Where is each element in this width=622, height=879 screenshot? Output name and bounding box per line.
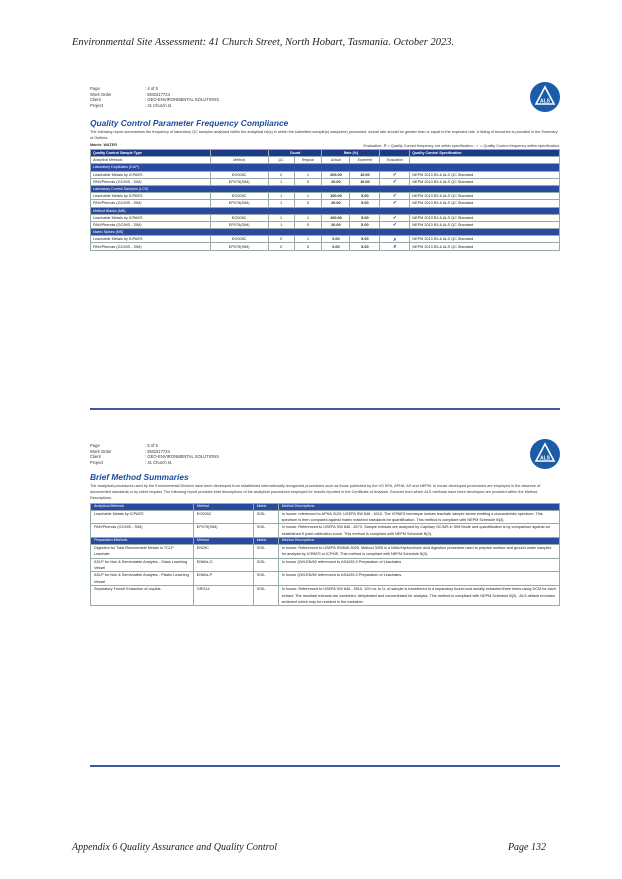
logo-text: ALS (540, 98, 550, 105)
spec-cell: NEPM 2013 B3 & ALS QC Standard (410, 200, 560, 207)
method-header-row (91, 504, 560, 511)
header-sample-type: Quality Control Sample Type (91, 150, 211, 157)
method-cell: EP075(SIM) (210, 178, 268, 185)
analyte-cell: PAH/Phenols (GC/MS - SIM) (91, 200, 211, 207)
qc-data-row (91, 236, 560, 243)
evaluation-mark: ✓ (380, 178, 410, 185)
qc-data-row (91, 200, 560, 207)
qc-data-row (91, 178, 560, 185)
spec-cell: NEPM 2013 B3 & ALS QC Standard (410, 214, 560, 221)
regular-count-cell: 5 (294, 178, 322, 185)
method-description-cell: In house: Referenced to USEPA SW846-3005. Method 3005 is a Nitric/Hydrochloric acid digestion procedure used to prepare surface and ground water samples for analysis by ICPAES or ICPMS. This method is compliant with NEPM Schedule B(3). (278, 544, 559, 558)
spec-cell: NEPM 2013 B3 & ALS QC Standard (410, 236, 560, 243)
method-header-cell: Method Descriptions (278, 504, 559, 511)
table-header-row (91, 150, 560, 157)
method-code-cell: EN25C (193, 544, 253, 558)
method-row (91, 524, 560, 538)
qc-count-cell: 1 (268, 214, 294, 221)
regular-count-cell: 1 (294, 193, 322, 200)
spec-cell: NEPM 2013 B3 & ALS QC Standard (410, 221, 560, 228)
qc-group-name: Laboratory Duplicates (DUP) (91, 164, 560, 171)
subheader-expected: Expected (350, 157, 380, 164)
header-spec: Quality Control Specification (410, 150, 560, 157)
spec-cell: NEPM 2013 B3 & ALS QC Standard (410, 193, 560, 200)
meta-label: Work Order (90, 448, 112, 454)
page-number: Page 132 (507, 842, 546, 853)
method-row (91, 510, 560, 524)
qc-data-row (91, 221, 560, 228)
method-row (91, 544, 560, 558)
matrix-cell: SOIL (253, 558, 278, 572)
meta-row (90, 460, 219, 466)
actual-rate-cell: 20.00 (322, 178, 350, 185)
analyte-cell: PAH/Phenols (GC/MS - SIM) (91, 178, 211, 185)
qc-group-row (91, 164, 560, 171)
qc-count-cell: 1 (268, 200, 294, 207)
qc-group-name: Method Blanks (MB) (91, 207, 560, 214)
spec-cell: NEPM 2013 B3 & ALS QC Standard (410, 178, 560, 185)
meta-label: Project (90, 459, 104, 465)
regular-count-cell: 5 (294, 200, 322, 207)
analyte-cell: Leachable Metals by ICPAES (91, 171, 211, 178)
expected-rate-cell: 10.00 (350, 178, 380, 185)
method-code-cell: EG005C (193, 510, 253, 524)
method-name-cell: Digestion for Total Recoverable Metals in TCLP Leachate (91, 544, 194, 558)
expected-rate-cell: 10.00 (350, 171, 380, 178)
method-name-cell: ASLP for Non & Semivolatile Analytes - Plastic Leaching Vessel (91, 572, 194, 586)
evaluation-mark: ✓ (380, 200, 410, 207)
header-count: Count (268, 150, 322, 157)
meta-label: Client (90, 97, 101, 103)
method-header-cell: Matrix (253, 538, 278, 545)
matrix-cell: SOIL (253, 586, 278, 606)
qc-count-cell: 1 (268, 221, 294, 228)
actual-rate-cell: 100.00 (322, 193, 350, 200)
qc-count-cell: 2 (268, 171, 294, 178)
evaluation-mark: ✓ (380, 221, 410, 228)
meta-value: : GEO-ENVIRONMENTAL SOLUTIONS (145, 454, 219, 460)
subheader-regular: Regular (294, 157, 322, 164)
actual-rate-cell: 0.00 (322, 236, 350, 243)
method-header-cell: Method Descriptions (278, 538, 559, 545)
evaluation-mark: ✓ (380, 214, 410, 221)
method-cell: EP075(SIM) (210, 221, 268, 228)
method-code-cell: EN60a-P (193, 572, 253, 586)
expected-rate-cell: 5.00 (350, 221, 380, 228)
qc-count-cell: 1 (268, 193, 294, 200)
method-name-cell: Leachable Metals by ICPAES (91, 510, 194, 524)
matrix-cell: SOIL (253, 544, 278, 558)
spec-cell: NEPM 2013 B3 & ALS QC Standard (410, 243, 560, 250)
matrix-label: Matrix: WATER (90, 143, 117, 147)
matrix-cell: SOIL (253, 524, 278, 538)
method-row (91, 572, 560, 586)
actual-rate-cell: 100.00 (322, 214, 350, 221)
expected-rate-cell: 5.00 (350, 236, 380, 243)
analyte-cell: Leachable Metals by ICPAES (91, 236, 211, 243)
qc-count-cell: 0 (268, 236, 294, 243)
evaluation-legend: Evaluation: ✗ = Quality Control frequency not within specification ; ✓ = Quality Control frequency within specification. (363, 144, 560, 148)
regular-count-cell: 1 (294, 236, 322, 243)
als-triangle-icon (530, 82, 560, 112)
meta-value: : 41 Church st. (145, 459, 173, 465)
actual-rate-cell: 0.00 (322, 243, 350, 250)
report-title: Quality Control Parameter Frequency Compliance (90, 118, 289, 128)
method-header-cell: Analytical Methods (91, 504, 194, 511)
expected-rate-cell: 5.00 (350, 243, 380, 250)
qc-data-row (91, 214, 560, 221)
method-name-cell: ASLP for Non & Semivolatile Analytes - Glass Leaching Vessel (91, 558, 194, 572)
qc-data-row (91, 243, 560, 250)
regular-count-cell: 1 (294, 214, 322, 221)
subheader-method: Method (210, 157, 268, 164)
als-logo (530, 439, 560, 469)
meta-value: : 41 Church st. (145, 102, 173, 108)
actual-rate-cell: 20.00 (322, 221, 350, 228)
qc-data-row (91, 171, 560, 178)
meta-label: Work Order (90, 91, 112, 97)
matrix-line (90, 143, 560, 148)
method-code-cell: EP075(SIM) (193, 524, 253, 538)
meta-label: Page (90, 443, 100, 448)
meta-value: : 4 of 5 (145, 86, 158, 91)
section-divider (90, 765, 560, 767)
meta-value: : 5 of 5 (145, 443, 158, 448)
actual-rate-cell: 20.00 (322, 200, 350, 207)
qc-group-row (91, 185, 560, 192)
report-title: Brief Method Summaries (90, 472, 189, 482)
section-divider (90, 408, 560, 410)
evaluation-mark: ✓ (380, 193, 410, 200)
expected-rate-cell: 5.00 (350, 193, 380, 200)
matrix-cell: SOIL (253, 572, 278, 586)
analyte-cell: PAH/Phenols (GC/MS - SIM) (91, 243, 211, 250)
subheader-actual: Actual (322, 157, 350, 164)
qc-count-cell: 0 (268, 243, 294, 250)
qc-frequency-table (90, 149, 560, 251)
report-meta (90, 443, 219, 465)
meta-label: Page (90, 86, 100, 91)
method-header-cell: Method (193, 504, 253, 511)
meta-row (90, 103, 219, 109)
method-row (91, 586, 560, 606)
document-footer-title: Appendix 6 Quality Assurance and Quality Control (72, 842, 277, 853)
meta-value: : EM2317724 (145, 448, 170, 454)
method-row (91, 558, 560, 572)
method-code-cell: ORG14 (193, 586, 253, 606)
meta-label: Client (90, 454, 101, 460)
method-header-cell: Preparation Methods (91, 538, 194, 545)
matrix-cell: SOIL (253, 510, 278, 524)
qc-group-name: Laboratory Control Samples (LCS) (91, 185, 560, 192)
meta-value: : GEO-ENVIRONMENTAL SOLUTIONS (145, 97, 219, 103)
method-description-cell: In house QWI-EN/60 referenced to AS4439.3 Preparation of Leachates. (278, 572, 559, 586)
method-description-cell: In house: referenced to APHA 3120; USEPA SW 846 - 6010. The ICPAES technique ionises leachate sample atoms emitting a characteristic spectrum. This spectrum is then compared against matrix matched standards for quantification. This method is compliant with NEPM Schedule B(3). (278, 510, 559, 524)
subheader-evaluation: Evaluation (380, 157, 410, 164)
analyte-cell: Leachable Metals by ICPAES (91, 214, 211, 221)
method-description-cell: In house: Referenced to USEPA SW 846 - 8270. Sample extracts are analysed by Capillary GC/MS in SIM Mode and quantification is by comparison against an established 5 point calibration curve. This method is compliant with NEPM Schedule B(3). (278, 524, 559, 538)
meta-value: : EM2317724 (145, 91, 170, 97)
spec-cell: NEPM 2013 B3 & ALS QC Standard (410, 171, 560, 178)
meta-label: Project (90, 102, 104, 108)
als-triangle-icon (530, 439, 560, 469)
method-cell: EP075(SIM) (210, 200, 268, 207)
header-rate: Rate (%) (322, 150, 380, 157)
regular-count-cell: 5 (294, 221, 322, 228)
als-logo (530, 82, 560, 112)
subheader-analytical-methods: Analytical Methods (91, 157, 211, 164)
document-header-title: Environmental Site Assessment: 41 Church Street, North Hobart, Tasmania. October 2023. (72, 37, 455, 48)
report-meta (90, 86, 219, 108)
qc-group-name: Matrix Spikes (MS) (91, 229, 560, 236)
analyte-cell: Leachable Metals by ICPAES (91, 193, 211, 200)
evaluation-mark: ✗ (380, 236, 410, 243)
expected-rate-cell: 5.00 (350, 214, 380, 221)
qc-data-row (91, 193, 560, 200)
method-cell: EP075(SIM) (210, 243, 268, 250)
qc-count-cell: 1 (268, 178, 294, 185)
method-cell: EG005C (210, 171, 268, 178)
expected-rate-cell: 5.00 (350, 200, 380, 207)
logo-text: ALS (540, 455, 550, 462)
actual-rate-cell: 200.00 (322, 171, 350, 178)
method-name-cell: Separatory Funnel Extraction of Liquids (91, 586, 194, 606)
table-subheader-row (91, 157, 560, 164)
method-cell: EG005C (210, 236, 268, 243)
method-summaries-table (90, 503, 560, 606)
evaluation-mark: ✗ (380, 243, 410, 250)
analyte-cell: PAH/Phenols (GC/MS - SIM) (91, 221, 211, 228)
qc-group-row (91, 229, 560, 236)
method-cell: EG005C (210, 214, 268, 221)
method-header-row (91, 538, 560, 545)
method-description-cell: In house: Referenced to USEPA SW 846 - 3510. 100 mL to 1L of sample is transferred to a separatory funnel and serially extracted three times using DCM for each extract. The resultant extracts are combined, dehydrated and concentrated for analysis. This method is compliant with NEPM Schedule B(3) . ALS default excludes sediment which may be resident in the container. (278, 586, 559, 606)
evaluation-mark: ✓ (380, 171, 410, 178)
report-description: The following report summarises the frequency of laboratory QC samples analysed within the analytical lot(s) in which the submitted sample(s) was(were) processed. Actual rate should be greater than or equal to the expected rate. A listing of breaches is provided in the Summary of Outliers. (90, 130, 558, 140)
method-header-cell: Matrix (253, 504, 278, 511)
method-cell: EG005C (210, 193, 268, 200)
qc-group-row (91, 207, 560, 214)
regular-count-cell: 1 (294, 171, 322, 178)
method-header-cell: Method (193, 538, 253, 545)
method-code-cell: EN60a-G (193, 558, 253, 572)
subheader-qc: QC (268, 157, 294, 164)
report-description: The analytical procedures used by the Environmental Division have been developed from established internationally recognized procedures such as those published by the US EPA, APHA, AS and NEPM. In house developed procedures are employed in the absence of documented standards or by client request. The following report provides brief descriptions of the analytical procedures employed for results reported in the Certificate of Analysis. Sources from which ALS methods have been developed are provided within the Method Descriptions. (90, 484, 541, 500)
method-description-cell: In house QWI-EN/60 referenced to AS4439.3 Preparation of Leachates (278, 558, 559, 572)
regular-count-cell: 5 (294, 243, 322, 250)
method-name-cell: PAH/Phenols (GC/MS - SIM) (91, 524, 194, 538)
